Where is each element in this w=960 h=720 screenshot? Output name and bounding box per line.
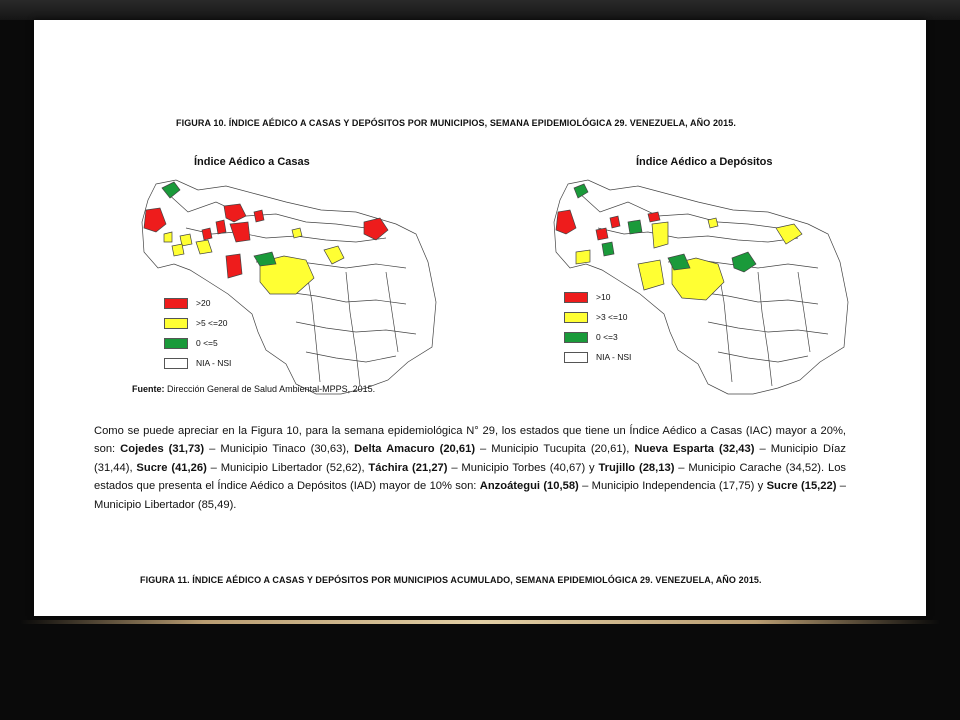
map-right-legend bbox=[564, 287, 631, 367]
legend-item bbox=[164, 293, 231, 313]
paragraph-bold-run: Nueva Esparta (32,43) bbox=[634, 443, 755, 456]
legend-label: >5 <=20 bbox=[196, 318, 228, 328]
legend-item bbox=[564, 307, 631, 327]
legend-swatch-red bbox=[564, 292, 588, 303]
map-left-heading: Índice Aédico a Casas bbox=[194, 156, 310, 168]
legend-label: 0 <=3 bbox=[596, 332, 618, 342]
gold-divider bbox=[20, 620, 940, 624]
paragraph-bold-run: Táchira (21,27) bbox=[368, 461, 448, 474]
paragraph-run: – Municipio Carache (34,52). Los estados que presenta el Índice Aédico a Depósitos (IAD) mayor de 10% son: bbox=[94, 461, 847, 493]
paragraph-run: – Municipio Libertador (85,49). bbox=[94, 480, 846, 511]
paragraph-bold-run: Delta Amacuro (20,61) bbox=[354, 443, 476, 456]
paragraph-bold-run: Sucre (15,22) bbox=[766, 480, 837, 493]
legend-label: >10 bbox=[596, 292, 611, 302]
figure11-title: FIGURA 11. ÍNDICE AÉDICO A CASAS Y DEPÓSITOS POR MUNICIPIOS ACUMULADO, SEMANA EPIDEMIOLÓGICA 29. VENEZUELA, AÑO 2015. bbox=[140, 575, 762, 585]
paragraph-run: – Municipio Tinaco (30,63), bbox=[204, 443, 355, 456]
map-left-legend bbox=[164, 293, 231, 373]
paragraph-run: – Municipio Independencia (17,75) y bbox=[578, 480, 767, 493]
source-label: Fuente: bbox=[132, 384, 165, 394]
legend-item bbox=[164, 353, 231, 373]
body-paragraph bbox=[94, 422, 846, 514]
legend-item bbox=[564, 347, 631, 367]
source-note bbox=[132, 384, 375, 394]
paragraph-run: – Municipio Torbes (40,67) y bbox=[447, 461, 599, 474]
top-band bbox=[0, 0, 960, 20]
legend-item bbox=[164, 333, 231, 353]
paragraph-bold-run: Trujillo (28,13) bbox=[598, 461, 675, 474]
legend-label: 0 <=5 bbox=[196, 338, 218, 348]
paragraph-run: – Municipio Díaz (31,44), bbox=[94, 443, 846, 474]
legend-swatch-yellow bbox=[164, 318, 188, 329]
legend-label: NIA - NSI bbox=[196, 358, 232, 368]
source-text: Dirección General de Salud Ambiental-MPPS, 2015. bbox=[164, 384, 376, 394]
legend-swatch-white bbox=[164, 358, 188, 369]
paragraph-bold-run: Anzoátegui (10,58) bbox=[479, 480, 579, 493]
map-right-heading: Índice Aédico a Depósitos bbox=[636, 156, 773, 168]
legend-swatch-yellow bbox=[564, 312, 588, 323]
legend-swatch-green bbox=[164, 338, 188, 349]
legend-label: >20 bbox=[196, 298, 211, 308]
legend-label: NIA - NSI bbox=[596, 352, 632, 362]
legend-swatch-red bbox=[164, 298, 188, 309]
paragraph-run: – Municipio Tucupita (20,61), bbox=[475, 443, 635, 456]
legend-label: >3 <=10 bbox=[596, 312, 628, 322]
legend-item bbox=[564, 327, 631, 347]
legend-swatch-green bbox=[564, 332, 588, 343]
figure10-title: FIGURA 10. ÍNDICE AÉDICO A CASAS Y DEPÓSITOS POR MUNICIPIOS, SEMANA EPIDEMIOLÓGICA 29. VENEZUELA, AÑO 2015. bbox=[176, 118, 736, 128]
legend-item bbox=[564, 287, 631, 307]
paragraph-bold-run: Cojedes (31,73) bbox=[120, 443, 205, 456]
legend-swatch-white bbox=[564, 352, 588, 363]
paragraph-bold-run: Sucre (41,26) bbox=[136, 461, 207, 474]
paragraph-run: – Municipio Libertador (52,62), bbox=[206, 461, 369, 474]
paragraph-run: Como se puede apreciar en la Figura 10, para la semana epidemiológica N° 29, los estados que tiene un Índice Aédico a Casas (IAC) mayor a 20%, son: bbox=[94, 425, 846, 456]
legend-item bbox=[164, 313, 231, 333]
